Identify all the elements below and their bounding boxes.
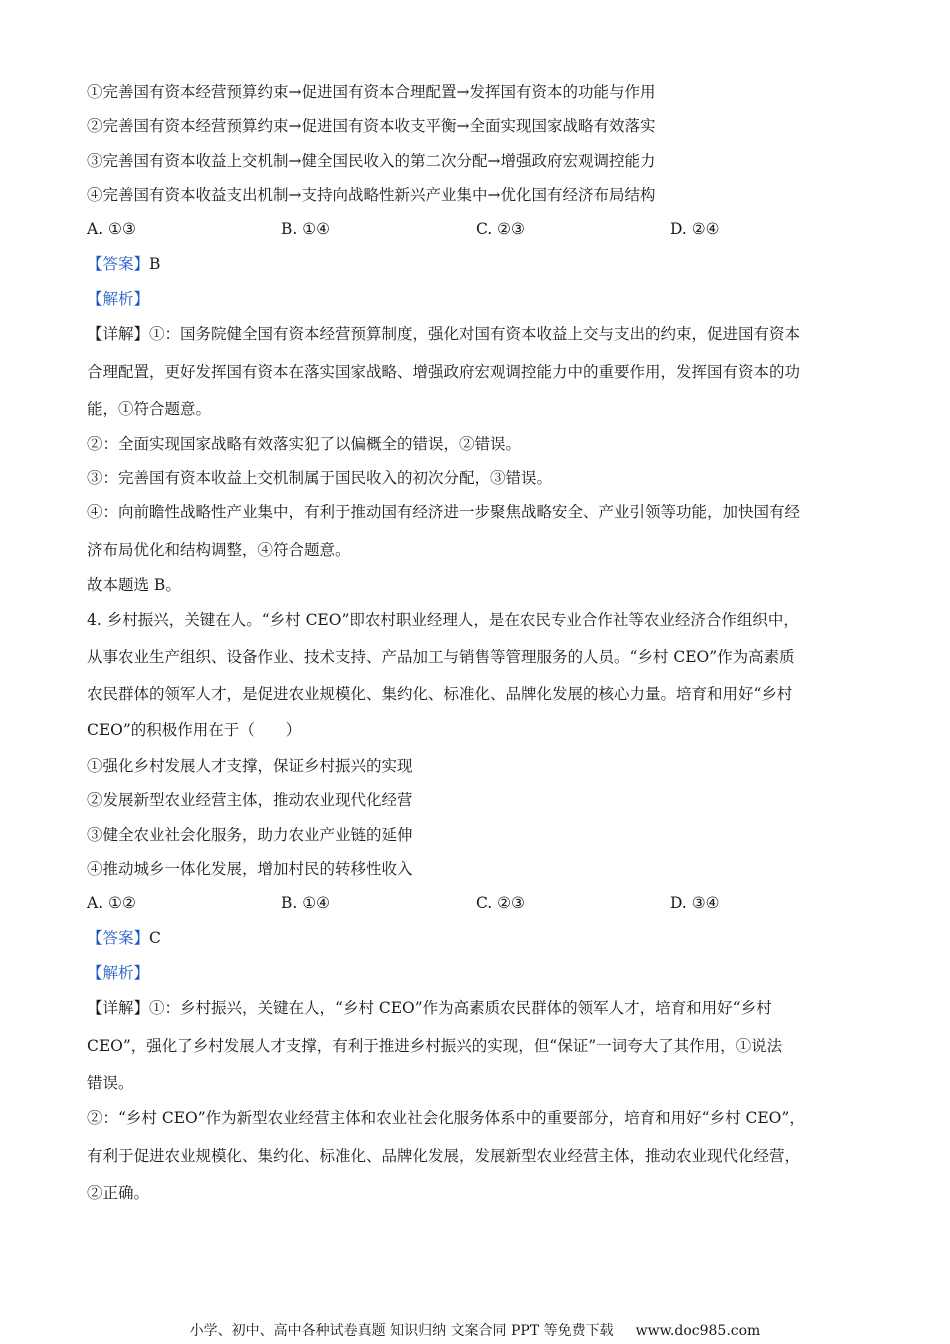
detail-text: ①：乡村振兴，关键在人，“乡村 CEO”作为高素质农民群体的领军人才，培育和用好“乡村 <box>149 999 772 1017</box>
q3-detail-line-2: 合理配置，更好发挥国有资本在落实国家战略、增强政府宏观调控能力中的重要作用，发挥国有资本的功 <box>87 363 801 381</box>
q4-detail-line-5: 有利于促进农业规模化、集约化、标准化、品牌化发展，发展新型农业经营主体，推动农业现代化经营， <box>87 1147 801 1165</box>
q4-option-c: C. ②③ <box>476 894 525 912</box>
q4-stem-line-4: CEO”的积极作用在于（ ） <box>87 721 302 739</box>
q3-detail-line-3: 能，①符合题意。 <box>87 400 212 418</box>
q4-stem-line-3: 农民群体的领军人才，是促进农业规模化、集约化、标准化、品牌化发展的核心力量。培育和用好“乡村 <box>87 685 793 703</box>
detail-tag: 【详解】 <box>87 325 150 343</box>
q3-detail-line-4: ②：全面实现国家战略有效落实犯了以偏概全的错误，②错误。 <box>87 435 522 453</box>
footer-url[interactable]: www.doc985.com <box>635 1323 761 1339</box>
page-footer <box>0 1322 950 1340</box>
q4-stem-line-1: 4. 乡村振兴，关键在人。“乡村 CEO”即农村职业经理人，是在农民专业合作社等农业经济合作组织中， <box>87 611 799 629</box>
q4-detail-line-4: ②：“乡村 CEO”作为新型农业经营主体和农业社会化服务体系中的重要部分，培育和用好“乡村 CEO”， <box>87 1109 805 1127</box>
detail-tag: 【详解】 <box>87 999 150 1017</box>
q3-conclusion: 故本题选 B。 <box>87 576 181 594</box>
analysis-tag: 【解析】 <box>87 964 150 982</box>
q3-option-a: A. ①③ <box>87 220 136 238</box>
q3-detail-line-1 <box>87 324 800 344</box>
q3-detail-line-6: ④：向前瞻性战略性产业集中，有利于推动国有经济进一步聚焦战略安全、产业引领等功能，加快国有经 <box>87 503 801 521</box>
q4-statement-2: ②发展新型农业经营主体，推动农业现代化经营 <box>87 791 413 809</box>
answer-tag: 【答案】 <box>87 929 150 947</box>
q3-statement-4: ④完善国有资本收益支出机制→支持向战略性新兴产业集中→优化国有经济布局结构 <box>87 186 656 204</box>
q4-detail-line-6: ②正确。 <box>87 1184 150 1202</box>
footer-text: 小学、初中、高中各种试卷真题 知识归纳 文案合同 PPT 等免费下载 <box>189 1323 614 1339</box>
answer-value: B <box>149 255 161 273</box>
q4-detail-line-2: CEO”，强化了乡村发展人才支撑，有利于推进乡村振兴的实现，但“保证”一词夸大了其作用，①说法 <box>87 1037 783 1055</box>
q3-detail-line-5: ③：完善国有资本收益上交机制属于国民收入的初次分配，③错误。 <box>87 469 553 487</box>
answer-value: C <box>149 929 161 947</box>
q4-option-b: B. ①④ <box>281 894 331 912</box>
q4-statement-3: ③健全农业社会化服务，助力农业产业链的延伸 <box>87 826 413 844</box>
q3-option-b: B. ①④ <box>281 220 331 238</box>
analysis-tag: 【解析】 <box>87 290 150 308</box>
q4-statement-4: ④推动城乡一体化发展，增加村民的转移性收入 <box>87 860 413 878</box>
q4-analysis-heading <box>87 963 149 983</box>
q4-answer <box>87 928 161 948</box>
q3-option-d: D. ②④ <box>670 220 720 238</box>
q3-option-c: C. ②③ <box>476 220 525 238</box>
q4-detail-line-1 <box>87 998 772 1018</box>
q3-analysis-heading <box>87 289 149 309</box>
detail-text: ①：国务院健全国有资本经营预算制度，强化对国有资本收益上交与支出的约束，促进国有资本 <box>149 325 801 343</box>
q4-statement-1: ①强化乡村发展人才支撑，保证乡村振兴的实现 <box>87 757 413 775</box>
q3-statement-2: ②完善国有资本经营预算约束→促进国有资本收支平衡→全面实现国家战略有效落实 <box>87 117 656 135</box>
q4-option-a: A. ①② <box>87 894 136 912</box>
answer-tag: 【答案】 <box>87 255 150 273</box>
q4-stem-line-2: 从事农业生产组织、设备作业、技术支持、产品加工与销售等管理服务的人员。“乡村 CEO”作为高素质 <box>87 648 795 666</box>
q4-option-d: D. ③④ <box>670 894 720 912</box>
q3-detail-line-7: 济布局优化和结构调整，④符合题意。 <box>87 541 351 559</box>
q3-answer <box>87 254 160 274</box>
q4-detail-line-3: 错误。 <box>87 1074 134 1092</box>
q3-statement-1: ①完善国有资本经营预算约束→促进国有资本合理配置→发挥国有资本的功能与作用 <box>87 83 656 101</box>
q3-statement-3: ③完善国有资本收益上交机制→健全国民收入的第二次分配→增强政府宏观调控能力 <box>87 152 656 170</box>
